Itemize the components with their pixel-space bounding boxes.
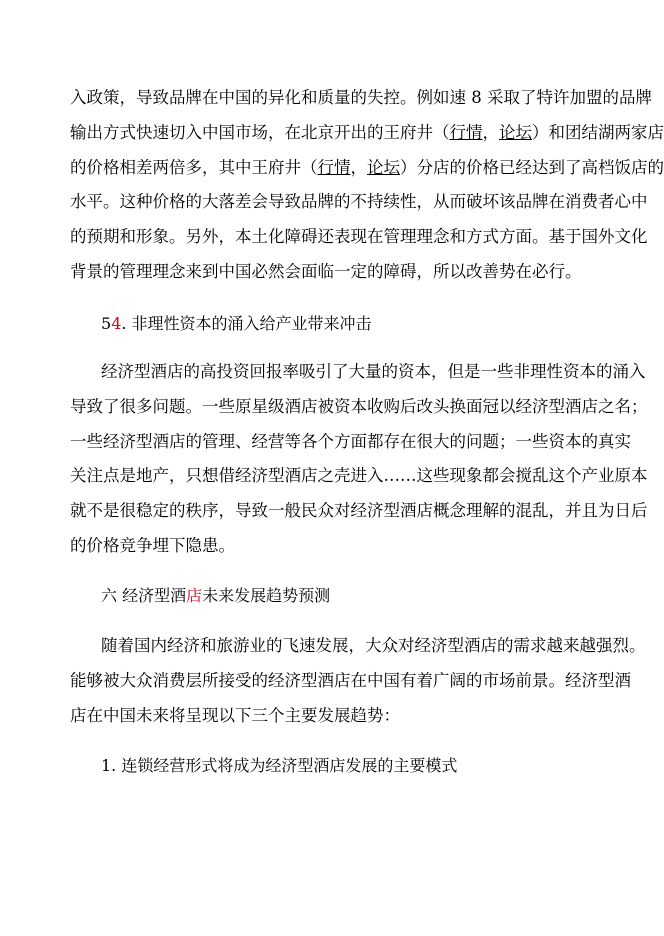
text-run: ， <box>350 158 367 177</box>
paragraph-1-line-4: 水平。这种价格的大落差会导致品牌的不持续性，从而破坏该品牌在消费者心中 <box>70 192 648 211</box>
heading-text-highlight: 店 <box>186 586 203 605</box>
heading-number: 5 <box>101 314 112 333</box>
paragraph-1-line-2 <box>70 123 664 143</box>
text-run: ）分店的价格已经达到了高档饭店的 <box>400 158 664 177</box>
paragraph-3-line-3: 店在中国未来将呈现以下三个主要发展趋势： <box>70 706 400 725</box>
section-heading-5 <box>101 314 610 334</box>
paragraph-3-line-1: 随着国内经济和旅游业的飞速发展，大众对经济型酒店的需求越来越强烈。 <box>101 636 646 655</box>
text-run: ， <box>482 123 499 142</box>
text-run: 输出方式快速切入中国市场，在北京开出的王府井（ <box>70 123 450 142</box>
forum-link[interactable]: 论坛 <box>367 158 400 177</box>
market-link[interactable]: 行情 <box>317 158 351 177</box>
forum-link[interactable]: 论坛 <box>499 123 532 142</box>
paragraph-1-line-6: 背景的管理理念来到中国必然会面临一定的障碍，所以改善势在必行。 <box>70 262 582 281</box>
paragraph-2-line-5: 就不是很稳定的秩序，导致一般民众对经济型酒店概念理解的混乱，并且为日后 <box>70 501 648 520</box>
market-link[interactable]: 行情 <box>449 123 483 142</box>
text-run: ）和团结湖两家店 <box>532 123 664 142</box>
section-heading-6 <box>101 586 610 606</box>
paragraph-1-line-5: 的预期和形象。另外，本土化障碍还表现在管理理念和方式方面。基于国外文化 <box>70 227 648 246</box>
paragraph-1-line-3 <box>70 158 664 178</box>
subsection-heading-1: 1. 连锁经营形式将成为经济型酒店发展的主要模式 <box>101 756 458 775</box>
paragraph-3-line-2: 能够被大众消费层所接受的经济型酒店在中国有着广阔的市场前景。经济型酒 <box>70 671 631 690</box>
paragraph-1-line-1: 入政策，导致品牌在中国的异化和质量的失控。例如速 8 采取了特许加盟的品牌 <box>70 88 652 107</box>
paragraph-2-line-2: 导致了很多问题。一些原星级酒店被资本收购后改头换面冠以经济型酒店之名； <box>70 397 648 416</box>
heading-text: 未来发展趋势预测 <box>202 586 331 605</box>
text-run: 的价格相差两倍多，其中王府井（ <box>70 158 318 177</box>
heading-number-highlight: 4 <box>111 314 122 333</box>
paragraph-2-line-6: 的价格竞争埋下隐患。 <box>70 536 235 555</box>
paragraph-2-line-4: 关注点是地产，只想借经济型酒店之壳进入……这些现象都会搅乱这个产业原本 <box>70 466 648 485</box>
paragraph-2-line-3: 一些经济型酒店的管理、经营等各个方面都存在很大的问题；一些资本的真实 <box>70 432 631 451</box>
heading-text: . 非理性资本的涌入给产业带来冲击 <box>121 314 372 333</box>
paragraph-2-line-1: 经济型酒店的高投资回报率吸引了大量的资本，但是一些非理性资本的涌入 <box>101 362 646 381</box>
heading-text: 六 经济型酒 <box>101 586 187 605</box>
